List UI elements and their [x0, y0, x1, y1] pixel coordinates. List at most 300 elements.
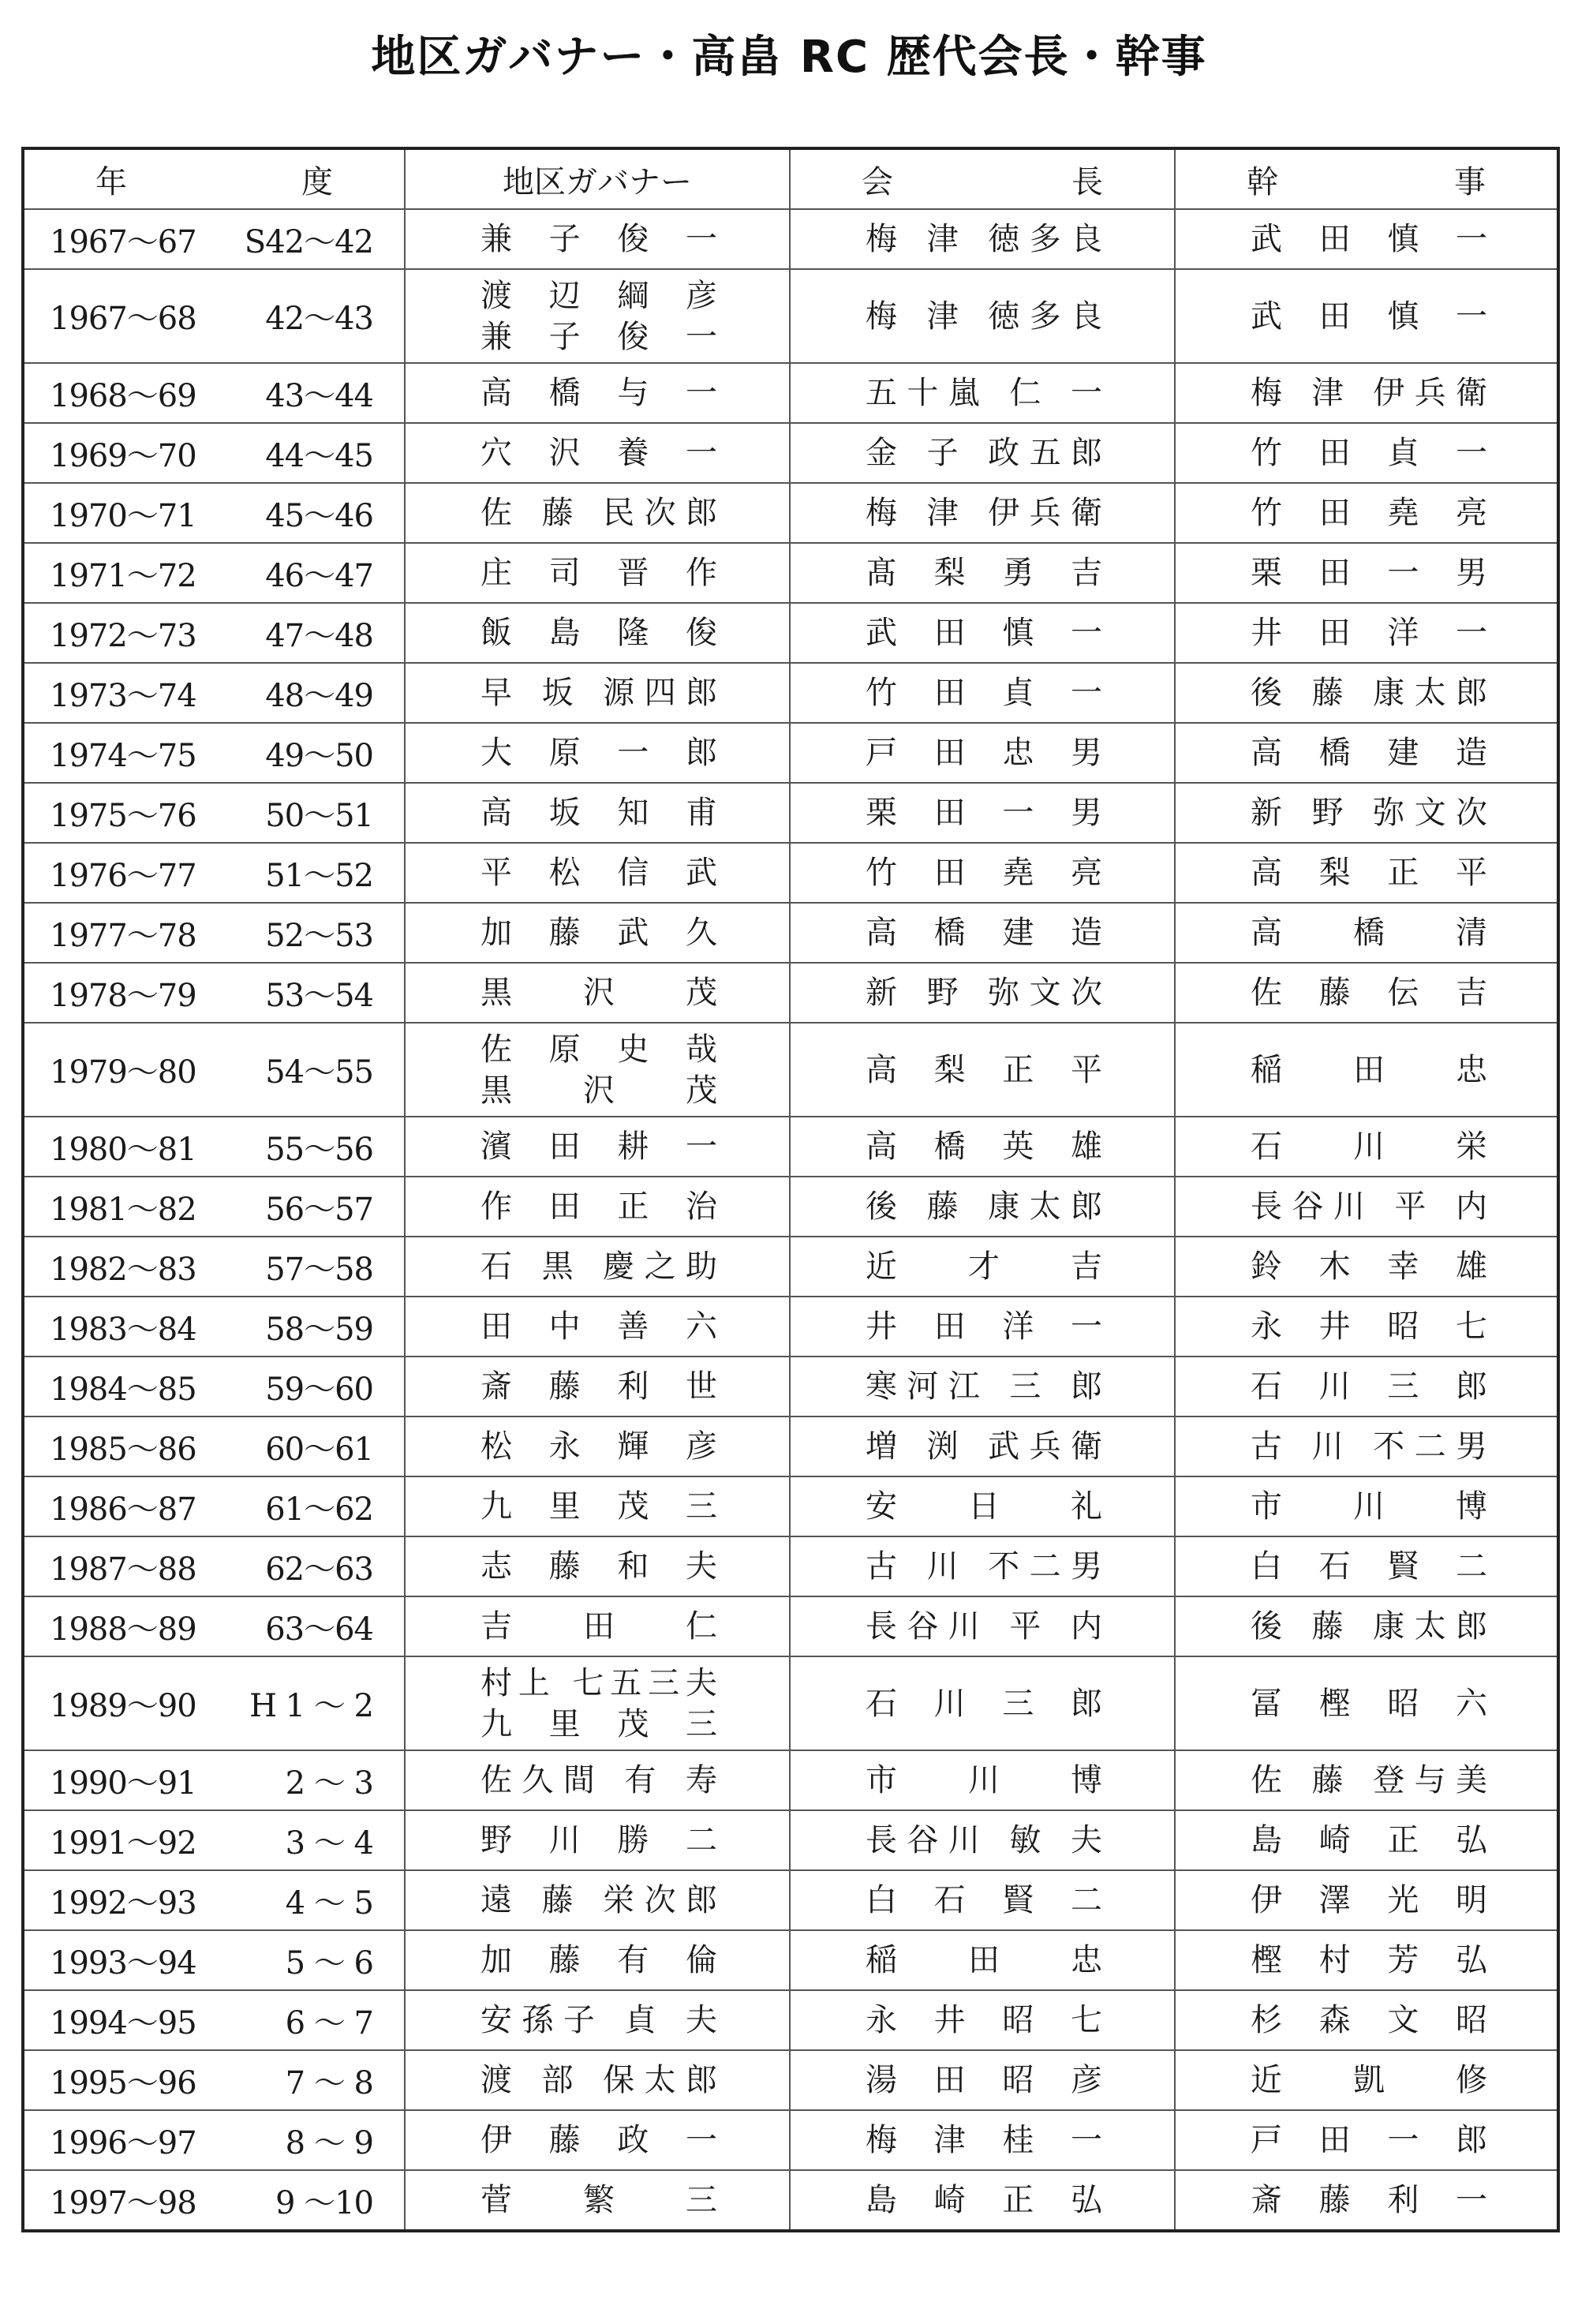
secretary-name: 白 石 賢 二	[1251, 1548, 1487, 1585]
secretary-name: 冨 樫 昭 六	[1251, 1685, 1487, 1722]
secretary-name: 武 田 慎 一	[1251, 298, 1487, 335]
year-jp: 6 ～ 7	[285, 2004, 373, 2041]
governor-name: 佐 藤 民次郎	[481, 495, 717, 531]
year-cell	[23, 269, 405, 363]
secretary-cell	[1175, 903, 1558, 963]
year-jp: 46～47	[265, 557, 373, 594]
secretary-name: 鈴 木 幸 雄	[1251, 1248, 1487, 1285]
president-name: 白 石 賢 二	[866, 1882, 1102, 1918]
year-jp: 50～51	[265, 797, 373, 834]
secretary-name: 樫 村 芳 弘	[1251, 1942, 1487, 1978]
year-cell	[23, 1476, 405, 1536]
governor-name: 黒 沢 茂	[481, 975, 717, 1011]
table-row	[23, 1596, 1558, 1656]
year-jp: 56～57	[265, 1191, 373, 1228]
year-cell	[23, 603, 405, 663]
governor-cell	[405, 783, 790, 843]
governor-cell	[405, 483, 790, 543]
governor-cell	[405, 963, 790, 1023]
table-row	[23, 269, 1558, 363]
year-cell	[23, 1656, 405, 1750]
governor-cell	[405, 2110, 790, 2170]
table-row	[23, 1117, 1558, 1177]
year-cell	[23, 363, 405, 423]
header-secretary-char-1: 幹	[1247, 163, 1278, 200]
table-row	[23, 603, 1558, 663]
year-cell	[23, 1237, 405, 1297]
president-name: 寒河江 三 郎	[866, 1368, 1102, 1405]
year-ad: 1967～68	[50, 301, 196, 337]
president-name: 長谷川 平 内	[866, 1608, 1102, 1645]
table-row	[23, 1237, 1558, 1297]
governor-name: 庄 司 晋 作	[481, 555, 717, 591]
governor-cell	[405, 269, 790, 363]
table-row	[23, 1357, 1558, 1416]
president-cell	[790, 2170, 1175, 2231]
governor-cell	[405, 1177, 790, 1237]
governor-cell	[405, 2170, 790, 2231]
governor-cell	[405, 1990, 790, 2050]
president-cell	[790, 483, 1175, 543]
year-cell	[23, 423, 405, 483]
president-cell	[790, 1177, 1175, 1237]
president-name: 武 田 慎 一	[866, 615, 1102, 651]
president-name: 髙 梨 勇 吉	[866, 555, 1102, 591]
year-jp: 53～54	[265, 977, 373, 1014]
governor-cell	[405, 903, 790, 963]
year-jp: 43～44	[265, 377, 373, 414]
governor-cell	[405, 1357, 790, 1416]
year-cell	[23, 1357, 405, 1416]
year-ad: 1968～69	[50, 377, 196, 414]
year-ad: 1994～95	[50, 2004, 196, 2041]
governor-cell	[405, 1117, 790, 1177]
header-secretary	[1175, 148, 1558, 209]
president-name: 梅 津 徳多良	[866, 298, 1102, 335]
table-row	[23, 1930, 1558, 1990]
secretary-cell	[1175, 723, 1558, 783]
secretary-cell	[1175, 1177, 1558, 1237]
secretary-name: 島 崎 正 弘	[1251, 1822, 1487, 1858]
secretary-cell	[1175, 1930, 1558, 1990]
secretary-name: 市 川 博	[1251, 1488, 1487, 1525]
table-row	[23, 723, 1558, 783]
governor-cell	[405, 723, 790, 783]
header-president-char-2: 長	[1071, 163, 1103, 200]
secretary-name: 石 川 栄	[1251, 1128, 1487, 1165]
governor-name: 野 川 勝 二	[481, 1822, 717, 1858]
secretary-cell	[1175, 2110, 1558, 2170]
secretary-name: 佐 藤 登与美	[1251, 1762, 1487, 1798]
secretary-name: 伊 澤 光 明	[1251, 1882, 1487, 1918]
secretary-cell	[1175, 1357, 1558, 1416]
year-jp: 9 ～10	[275, 2184, 373, 2221]
table-row	[23, 1536, 1558, 1596]
year-jp: 57～58	[265, 1251, 373, 1288]
president-name: 井 田 洋 一	[866, 1308, 1102, 1345]
table-row	[23, 543, 1558, 603]
president-cell	[790, 1810, 1175, 1870]
president-cell	[790, 269, 1175, 363]
year-jp: 4 ～ 5	[285, 1884, 373, 1922]
secretary-name: 石 川 三 郎	[1251, 1368, 1487, 1405]
year-jp: 59～60	[265, 1371, 373, 1408]
year-cell	[23, 1177, 405, 1237]
president-cell	[790, 843, 1175, 903]
president-cell	[790, 1357, 1175, 1416]
year-jp: 45～46	[265, 497, 373, 534]
year-cell	[23, 2110, 405, 2170]
governor-cell	[405, 1023, 790, 1117]
year-ad: 1981～82	[50, 1191, 196, 1228]
president-cell	[790, 1596, 1175, 1656]
table-row	[23, 2050, 1558, 2110]
governor-name: 九 里 茂 三	[481, 1488, 717, 1525]
year-jp: 63～64	[265, 1611, 373, 1648]
year-ad: 1979～80	[50, 1054, 196, 1091]
year-ad: 1993～94	[50, 1944, 196, 1982]
secretary-name: 斎 藤 利 一	[1251, 2182, 1487, 2218]
president-cell	[790, 1870, 1175, 1930]
secretary-name: 戸 田 一 郎	[1251, 2122, 1487, 2158]
governor-cell	[405, 1930, 790, 1990]
table-row	[23, 903, 1558, 963]
year-ad: 1989～90	[50, 1688, 196, 1724]
governor-name: 佐 原 史 哉	[481, 1031, 717, 1068]
president-cell	[790, 1750, 1175, 1810]
governor-name: 黒 沢 茂	[481, 1072, 717, 1109]
table-row	[23, 2110, 1558, 2170]
governor-name: 渡 部 保太郎	[481, 2062, 717, 2098]
secretary-name: 稲 田 忠	[1251, 1051, 1487, 1088]
secretary-cell	[1175, 963, 1558, 1023]
year-jp: 3 ～ 4	[285, 1824, 373, 1862]
secretary-cell	[1175, 269, 1558, 363]
year-jp: 2 ～ 3	[285, 1765, 373, 1802]
governor-name: 加 藤 武 久	[481, 915, 717, 951]
president-name: 稲 田 忠	[866, 1942, 1102, 1978]
year-jp: 60～61	[265, 1431, 373, 1468]
governor-name: 作 田 正 治	[481, 1188, 717, 1225]
president-name: 金 子 政五郎	[866, 435, 1102, 471]
president-cell	[790, 1930, 1175, 1990]
year-ad: 1969～70	[50, 437, 196, 474]
president-name: 古 川 不二男	[866, 1548, 1102, 1585]
governor-name: 菅 繁 三	[481, 2182, 717, 2218]
secretary-cell	[1175, 603, 1558, 663]
header-president-char-1: 会	[862, 163, 893, 200]
secretary-name: 近 凱 修	[1251, 2062, 1487, 2098]
governor-name: 濱 田 耕 一	[481, 1128, 717, 1165]
table-row	[23, 1990, 1558, 2050]
president-name: 梅 津 徳多良	[866, 221, 1102, 257]
secretary-name: 竹 田 堯 亮	[1251, 495, 1487, 531]
president-cell	[790, 1117, 1175, 1177]
secretary-cell	[1175, 209, 1558, 269]
header-year-char-2: 度	[301, 163, 333, 200]
president-name: 戸 田 忠 男	[866, 735, 1102, 771]
president-name: 後 藤 康太郎	[866, 1188, 1102, 1225]
secretary-cell	[1175, 1990, 1558, 2050]
president-cell	[790, 903, 1175, 963]
governor-name: 田 中 善 六	[481, 1308, 717, 1345]
secretary-name: 竹 田 貞 一	[1251, 435, 1487, 471]
table-row	[23, 1870, 1558, 1930]
governor-cell	[405, 843, 790, 903]
president-cell	[790, 1297, 1175, 1357]
year-cell	[23, 1930, 405, 1990]
president-cell	[790, 603, 1175, 663]
governor-name: 兼 子 俊 一	[481, 318, 717, 355]
governor-cell	[405, 1237, 790, 1297]
governor-cell	[405, 603, 790, 663]
secretary-cell	[1175, 363, 1558, 423]
year-ad: 1996～97	[50, 2124, 196, 2161]
year-jp: 44～45	[265, 437, 373, 474]
table-row	[23, 1297, 1558, 1357]
year-ad: 1983～84	[50, 1311, 196, 1348]
secretary-cell	[1175, 1810, 1558, 1870]
year-jp: 48～49	[265, 677, 373, 714]
governor-name: 高 橋 与 一	[481, 375, 717, 411]
year-jp: 7 ～ 8	[285, 2064, 373, 2101]
governor-cell	[405, 423, 790, 483]
president-name: 五十嵐 仁 一	[866, 375, 1102, 411]
secretary-name: 武 田 慎 一	[1251, 221, 1487, 257]
governor-name: 早 坂 源四郎	[481, 675, 717, 711]
secretary-cell	[1175, 2050, 1558, 2110]
secretary-name: 佐 藤 伝 吉	[1251, 975, 1487, 1011]
secretary-name: 高 橋 清	[1251, 915, 1487, 951]
governor-cell	[405, 209, 790, 269]
president-name: 竹 田 貞 一	[866, 675, 1102, 711]
year-ad: 1988～89	[50, 1611, 196, 1648]
president-name: 増 渕 武兵衛	[866, 1428, 1102, 1465]
president-name: 新 野 弥文次	[866, 975, 1102, 1011]
president-name: 高 橋 英 雄	[866, 1128, 1102, 1165]
secretary-cell	[1175, 663, 1558, 723]
year-cell	[23, 543, 405, 603]
year-ad: 1977～78	[50, 917, 196, 954]
officers-table	[21, 147, 1560, 2232]
year-jp: 55～56	[265, 1131, 373, 1168]
secretary-cell	[1175, 483, 1558, 543]
year-cell	[23, 843, 405, 903]
secretary-cell	[1175, 1297, 1558, 1357]
president-cell	[790, 2050, 1175, 2110]
governor-cell	[405, 1656, 790, 1750]
governor-cell	[405, 1750, 790, 1810]
secretary-name: 古 川 不二男	[1251, 1428, 1487, 1465]
year-cell	[23, 1536, 405, 1596]
year-ad: 1982～83	[50, 1251, 196, 1288]
president-name: 長谷川 敏 夫	[866, 1822, 1102, 1858]
year-jp: 62～63	[265, 1551, 373, 1588]
year-ad: 1976～77	[50, 857, 196, 894]
governor-name: 高 坂 知 甫	[481, 795, 717, 831]
table-row	[23, 1750, 1558, 1810]
year-ad: 1997～98	[50, 2184, 196, 2221]
year-cell	[23, 903, 405, 963]
header-secretary-char-2: 事	[1454, 163, 1486, 200]
governor-name: 飯 島 隆 俊	[481, 615, 717, 651]
governor-name: 大 原 一 郎	[481, 735, 717, 771]
year-ad: 1991～92	[50, 1824, 196, 1862]
year-cell	[23, 1870, 405, 1930]
year-ad: 1967～67	[50, 223, 196, 260]
year-ad: 1990～91	[50, 1765, 196, 1802]
secretary-name: 高 橋 建 造	[1251, 735, 1487, 771]
year-cell	[23, 2050, 405, 2110]
secretary-cell	[1175, 1237, 1558, 1297]
president-cell	[790, 963, 1175, 1023]
governor-name: 村上 七五三夫	[481, 1664, 717, 1701]
table-row	[23, 1810, 1558, 1870]
secretary-name: 杉 森 文 昭	[1251, 2002, 1487, 2038]
secretary-cell	[1175, 1596, 1558, 1656]
secretary-cell	[1175, 1023, 1558, 1117]
secretary-name: 新 野 弥文次	[1251, 795, 1487, 831]
year-ad: 1972～73	[50, 617, 196, 654]
year-jp: 52～53	[265, 917, 373, 954]
president-name: 安 日 礼	[866, 1488, 1102, 1525]
table-row	[23, 1023, 1558, 1117]
governor-cell	[405, 1297, 790, 1357]
secretary-cell	[1175, 2170, 1558, 2231]
year-jp: 58～59	[265, 1311, 373, 1348]
president-name: 永 井 昭 七	[866, 2002, 1102, 2038]
secretary-cell	[1175, 843, 1558, 903]
year-cell	[23, 1810, 405, 1870]
year-ad: 1971～72	[50, 557, 196, 594]
year-jp: 61～62	[265, 1491, 373, 1528]
year-jp: 54～55	[265, 1054, 373, 1091]
governor-name: 志 藤 和 夫	[481, 1548, 717, 1585]
year-cell	[23, 1023, 405, 1117]
governor-cell	[405, 663, 790, 723]
president-cell	[790, 1237, 1175, 1297]
secretary-cell	[1175, 1117, 1558, 1177]
table-row	[23, 963, 1558, 1023]
governor-name: 遠 藤 栄次郎	[481, 1882, 717, 1918]
secretary-name: 梅 津 伊兵衛	[1251, 375, 1487, 411]
governor-cell	[405, 1416, 790, 1476]
president-name: 梅 津 桂 一	[866, 2122, 1102, 2158]
governor-cell	[405, 2050, 790, 2110]
president-cell	[790, 543, 1175, 603]
year-jp: 8 ～ 9	[285, 2124, 373, 2161]
table-row	[23, 1656, 1558, 1750]
governor-name: 加 藤 有 倫	[481, 1942, 717, 1978]
table-row	[23, 423, 1558, 483]
president-name: 近 才 吉	[866, 1248, 1102, 1285]
secretary-name: 栗 田 一 男	[1251, 555, 1487, 591]
president-name: 島 崎 正 弘	[866, 2182, 1102, 2218]
president-cell	[790, 363, 1175, 423]
governor-name: 安孫子 貞 夫	[481, 2002, 717, 2038]
governor-cell	[405, 1870, 790, 1930]
secretary-name: 長谷川 平 内	[1251, 1188, 1487, 1225]
secretary-cell	[1175, 1536, 1558, 1596]
year-ad: 1992～93	[50, 1884, 196, 1922]
president-cell	[790, 783, 1175, 843]
year-jp: 5 ～ 6	[285, 1944, 373, 1982]
table-row	[23, 1476, 1558, 1536]
table-row	[23, 843, 1558, 903]
header-governor	[405, 148, 790, 209]
table-row	[23, 483, 1558, 543]
secretary-cell	[1175, 1870, 1558, 1930]
secretary-cell	[1175, 543, 1558, 603]
governor-name: 松 永 輝 彦	[481, 1428, 717, 1465]
year-cell	[23, 783, 405, 843]
header-row	[23, 148, 1558, 209]
year-cell	[23, 209, 405, 269]
secretary-cell	[1175, 1656, 1558, 1750]
governor-cell	[405, 1810, 790, 1870]
secretary-name: 井 田 洋 一	[1251, 615, 1487, 651]
page-title: 地区ガバナー・高畠 RC 歴代会長・幹事	[371, 32, 1207, 83]
president-cell	[790, 2110, 1175, 2170]
president-cell	[790, 663, 1175, 723]
year-jp: 42～43	[265, 301, 373, 337]
president-cell	[790, 423, 1175, 483]
governor-name: 佐久間 有 寿	[481, 1762, 717, 1798]
year-ad: 1986～87	[50, 1491, 196, 1528]
table-row	[23, 1416, 1558, 1476]
year-cell	[23, 723, 405, 783]
governor-cell	[405, 363, 790, 423]
president-name: 高 梨 正 平	[866, 1051, 1102, 1088]
year-jp: S42～42	[244, 223, 373, 260]
year-ad: 1974～75	[50, 737, 196, 774]
secretary-name: 後 藤 康太郎	[1251, 1608, 1487, 1645]
year-ad: 1984～85	[50, 1371, 196, 1408]
secretary-cell	[1175, 1476, 1558, 1536]
president-cell	[790, 1476, 1175, 1536]
governor-name: 吉 田 仁	[481, 1608, 717, 1645]
secretary-cell	[1175, 423, 1558, 483]
governor-name: 斎 藤 利 世	[481, 1368, 717, 1405]
president-cell	[790, 1536, 1175, 1596]
year-ad: 1975～76	[50, 797, 196, 834]
president-cell	[790, 209, 1175, 269]
president-cell	[790, 723, 1175, 783]
year-jp: H 1 ～ 2	[249, 1688, 373, 1724]
governor-cell	[405, 543, 790, 603]
secretary-name: 永 井 昭 七	[1251, 1308, 1487, 1345]
governor-name: 穴 沢 養 一	[481, 435, 717, 471]
president-cell	[790, 1023, 1175, 1117]
year-cell	[23, 1416, 405, 1476]
year-cell	[23, 1297, 405, 1357]
year-jp: 49～50	[265, 737, 373, 774]
year-cell	[23, 663, 405, 723]
year-cell	[23, 483, 405, 543]
year-jp: 47～48	[265, 617, 373, 654]
president-name: 栗 田 一 男	[866, 795, 1102, 831]
governor-name: 渡 辺 綱 彦	[481, 277, 717, 314]
table-row	[23, 1177, 1558, 1237]
header-president	[790, 148, 1175, 209]
table-row	[23, 2170, 1558, 2231]
president-name: 石 川 三 郎	[866, 1685, 1102, 1722]
year-cell	[23, 1990, 405, 2050]
governor-name: 平 松 信 武	[481, 855, 717, 891]
table-row	[23, 663, 1558, 723]
governor-cell	[405, 1476, 790, 1536]
header-year-char-1: 年	[95, 163, 127, 200]
